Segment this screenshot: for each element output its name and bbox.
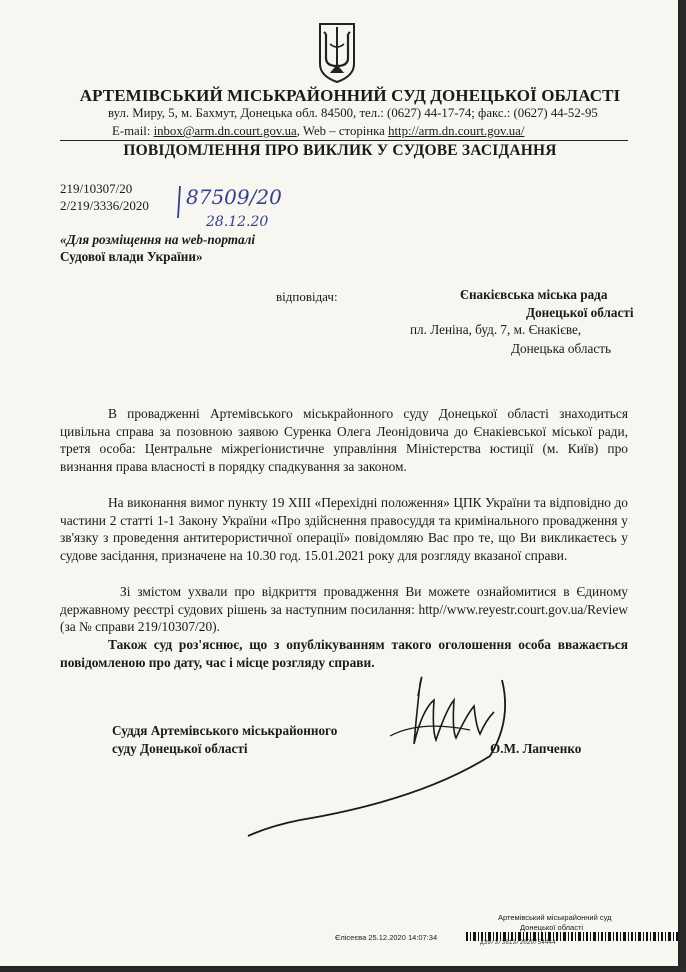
publication-note-line1: «Для розміщення на web-порталі: [60, 232, 256, 247]
handwritten-number: 87509/20: [186, 185, 282, 209]
barcode-text: ДЗ9/3/3613/2020/54444: [480, 939, 556, 946]
judge-title-line1: Суддя Артемівського міськрайонного: [112, 723, 338, 738]
digital-stamp-court: Артемівський міськрайонний суд: [498, 913, 612, 922]
court-address: вул. Миру, 5, м. Бахмут, Донецька обл. 84500, тел.: (0627) 44-17-74; факс.: (0627) 44-52-95: [108, 106, 598, 120]
court-contacts: [112, 124, 524, 139]
paragraph-summons: На виконання вимог пункту 19 XIII «Перехідні положення» ЦПК України та відповідно до частини 2 статті 1-1 Закону України «Про здійснення правосуддя та кримінального провадження у зв'язку з проведення антитерористичної операції» повідомляю Вас про те, що Ви викликаєтесь у судове засідання, призначене на 10.30 год. 15.01.2021 року для розгляду вказаної справи.: [60, 495, 628, 563]
judge-signature: [240, 660, 540, 840]
paragraph-notice-clarification: Також суд роз'яснює, що з опублікуванням такого оголошення особа вважається повідомленою про дату, час і місце розгляду справи.: [60, 637, 628, 670]
respondent-label: відповідач:: [276, 289, 338, 304]
respondent-oblast: Донецька область: [511, 341, 611, 356]
judge-title-line2: суду Донецької області: [112, 741, 248, 756]
publication-note-line2: Судової влади України»: [60, 249, 203, 264]
trident-coat-of-arms-icon: [316, 20, 358, 84]
handwritten-registration-number: [176, 182, 286, 234]
header-divider: [60, 140, 628, 141]
website-link[interactable]: http://arm.dn.court.gov.ua/: [388, 124, 525, 138]
document-title: ПОВІДОМЛЕННЯ ПРО ВИКЛИК У СУДОВЕ ЗАСІДАННЯ: [123, 142, 557, 159]
digital-stamp-signer-date: Єлісеєва 25.12.2020 14:07:34: [335, 933, 438, 942]
email-link[interactable]: inbox@arm.dn.court.gov.ua: [153, 124, 297, 138]
judge-name: О.М. Лапченко: [490, 741, 582, 756]
court-name: АРТЕМІВСЬКИЙ МІСЬКРАЙОННИЙ СУД ДОНЕЦЬКОЇ ОБЛАСТІ: [79, 86, 621, 105]
respondent-region: Донецької області: [526, 305, 634, 320]
web-label: , Web – сторінка: [296, 124, 389, 138]
case-number: 219/10307/20: [60, 181, 133, 196]
paragraph-registry-link: Зі змістом ухвали про відкриття провадження Ви можете ознайомитися в Єдиному державному реєстрі судових рішень за наступним посилання: http//www.reyestr.court.gov.ua/Review (за № справи 219/10307/20).: [60, 584, 628, 635]
email-label: E-mail:: [112, 124, 154, 138]
paragraph-case-description: В провадженні Артемівського міськрайонного суду Донецької області знаходиться цивільна справа за позовною заявою Суренка Олега Леонідовича до Єнакіевської міської ради, третя особа: Центральне міжрегіонистичне управління Міністерства юстиції (м. Київ) про визнання права власності в порядку спадкування за законом.: [60, 406, 628, 474]
respondent-name: Єнакієвська міська рада: [460, 287, 608, 302]
handwritten-date: 28.12.20: [206, 214, 269, 230]
digital-stamp-region: Донецької області: [520, 923, 584, 932]
respondent-street: пл. Леніна, буд. 7, м. Єнакієве,: [410, 322, 582, 337]
proceeding-number: 2/219/3336/2020: [60, 198, 149, 213]
